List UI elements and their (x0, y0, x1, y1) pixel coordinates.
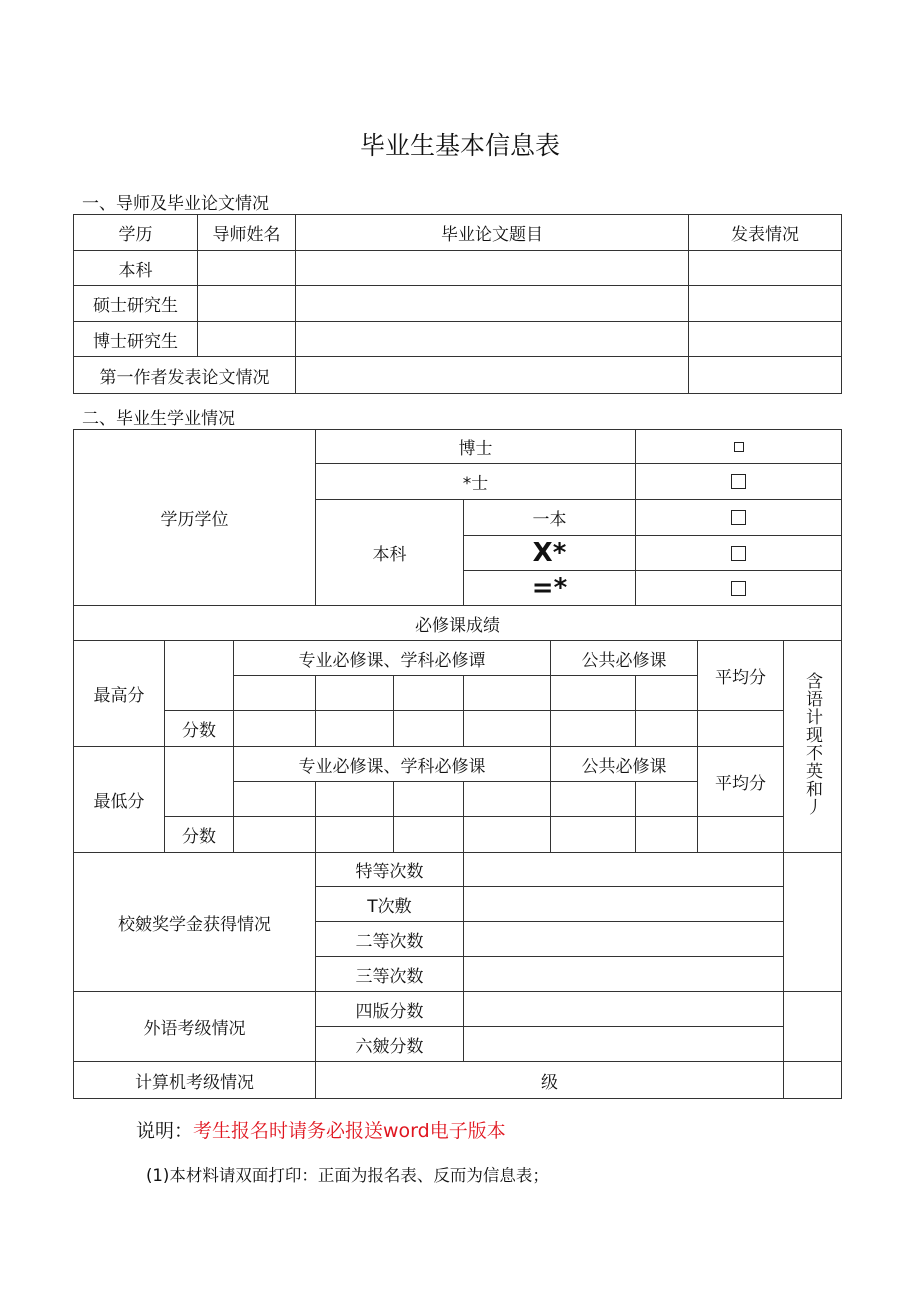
tier3-checkbox[interactable] (636, 571, 842, 606)
row-first-author: 第一作者发表论文情况 (74, 357, 296, 394)
cell-empty (464, 676, 551, 711)
cell-empty (296, 286, 689, 322)
cell-empty (551, 817, 636, 853)
cell-empty (316, 676, 394, 711)
academic-table (73, 429, 842, 1099)
note-line (136, 1116, 506, 1143)
cell-empty (234, 782, 316, 817)
header-thesis-title: 毕业论文题目 (296, 215, 689, 251)
cell-empty (296, 251, 689, 286)
cell-empty (296, 322, 689, 357)
public-required-header: 公共必修课 (551, 641, 698, 676)
major-required-header: 专业必修课、学科必修谭 (234, 641, 551, 676)
cell-empty (784, 992, 842, 1062)
tier2-checkbox[interactable] (636, 536, 842, 571)
computer-level: 级 (316, 1062, 784, 1099)
lowest-label: 最低分 (74, 747, 165, 853)
highest-label: 最高分 (74, 641, 165, 747)
cell-empty (636, 676, 698, 711)
cell-empty (394, 782, 464, 817)
average-header: 平均分 (698, 641, 784, 711)
cell-empty (316, 817, 394, 853)
row-doctor: 博士研究生 (74, 322, 198, 357)
header-advisor-name: 导师姓名 (198, 215, 296, 251)
cell-empty (551, 782, 636, 817)
computer-label: 计算机考级情况 (74, 1062, 316, 1099)
section2-heading: 二、毕业生学业情况 (82, 409, 235, 429)
row-master: 硕士研究生 (74, 286, 198, 322)
cell-empty (316, 711, 394, 747)
cell-empty (165, 747, 234, 817)
cell-empty (464, 853, 784, 887)
doctor-label: 博士 (316, 430, 636, 464)
cell-empty (464, 922, 784, 957)
score-label: 分数 (165, 817, 234, 853)
score-label: 分数 (165, 711, 234, 747)
degree-label: 学历学位 (74, 430, 316, 606)
tier3-label: =* (464, 571, 636, 606)
cell-empty (464, 957, 784, 992)
cell-empty (464, 1027, 784, 1062)
checkbox-icon (731, 581, 746, 596)
cell-empty (234, 711, 316, 747)
cell-empty (464, 887, 784, 922)
cell-empty (198, 322, 296, 357)
header-publication: 发表情况 (689, 215, 842, 251)
row-bachelor: 本科 (74, 251, 198, 286)
note-prefix: 说明： (136, 1120, 194, 1142)
cell-empty (296, 357, 689, 394)
cell-empty (784, 1062, 842, 1099)
cell-empty (636, 817, 698, 853)
cell-empty (551, 676, 636, 711)
first-times-label: T次敷 (316, 887, 464, 922)
cell-empty (464, 992, 784, 1027)
master-label: *士 (316, 464, 636, 500)
required-courses-heading: 必修课成绩 (74, 606, 842, 641)
cell-empty (784, 853, 842, 992)
page-title: 毕业生基本信息表 (359, 131, 560, 160)
cell-empty (394, 817, 464, 853)
cell-empty (316, 782, 394, 817)
cell-empty (464, 782, 551, 817)
major-required-header: 专业必修课、学科必修课 (234, 747, 551, 782)
cell-empty (394, 676, 464, 711)
tier2-label: X* (464, 536, 636, 571)
tier1-checkbox[interactable] (636, 500, 842, 536)
side-note-text: 含语计现不英和丿 (802, 672, 823, 816)
cell-empty (394, 711, 464, 747)
cell-empty (698, 711, 784, 747)
note-item-1: (1)本材料请双面打印：正面为报名表、反而为信息表； (146, 1166, 549, 1185)
third-times-label: 三等次数 (316, 957, 464, 992)
master-checkbox[interactable] (636, 464, 842, 500)
special-times-label: 特等次数 (316, 853, 464, 887)
cell-empty (165, 641, 234, 711)
cell-empty (698, 817, 784, 853)
doctor-checkbox[interactable] (636, 430, 842, 464)
bachelor-label: 本科 (316, 500, 464, 606)
cell-empty (198, 286, 296, 322)
cell-empty (689, 286, 842, 322)
cell-empty (689, 357, 842, 394)
cell-empty (636, 782, 698, 817)
cet6-label: 六皴分数 (316, 1027, 464, 1062)
note-red-text: 考生报名时请务必报送word电子版本 (193, 1120, 506, 1142)
checkbox-icon (731, 510, 746, 525)
side-note (784, 641, 842, 853)
foreign-language-label: 外语考级情况 (74, 992, 316, 1062)
public-required-header: 公共必修课 (551, 747, 698, 782)
average-header: 平均分 (698, 747, 784, 817)
cell-empty (689, 322, 842, 357)
header-degree: 学历 (74, 215, 198, 251)
cell-empty (689, 251, 842, 286)
tier1-label: 一本 (464, 500, 636, 536)
scholarship-label: 校皴奖学金获得情况 (74, 853, 316, 992)
cell-empty (234, 817, 316, 853)
checkbox-icon (734, 442, 744, 452)
second-times-label: 二等次数 (316, 922, 464, 957)
cell-empty (636, 711, 698, 747)
cell-empty (464, 817, 551, 853)
advisor-thesis-table (73, 214, 842, 394)
cet4-label: 四版分数 (316, 992, 464, 1027)
checkbox-icon (731, 546, 746, 561)
cell-empty (234, 676, 316, 711)
cell-empty (551, 711, 636, 747)
cell-empty (464, 711, 551, 747)
section1-heading: 一、导师及毕业论文情况 (82, 194, 269, 214)
checkbox-icon (731, 474, 746, 489)
cell-empty (198, 251, 296, 286)
